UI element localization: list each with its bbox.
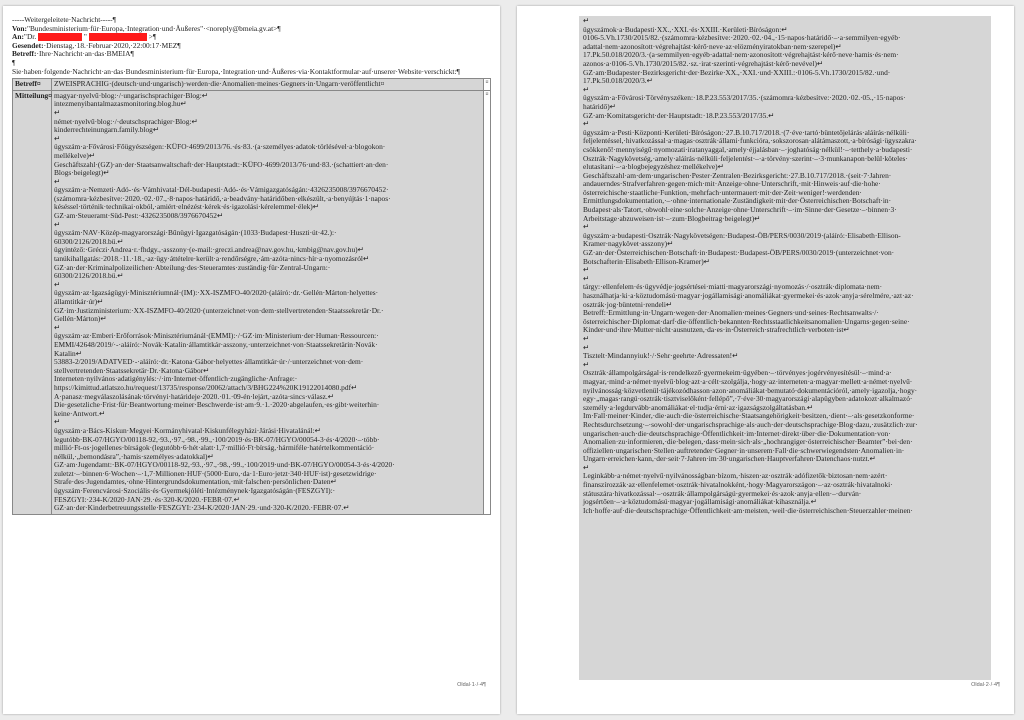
text-line: ügyszám·a·Fővárosi·Főügyészségen:·KÜFO·4699/2013/76.·és·83.·(a·személyes·adatok·törlésével·a·blogokon· [54, 142, 386, 152]
text-line: ungarischen·auch·die·deutschsprachige·Öffentlichkeit·im·Internet·direkt·über·die·Dokumentation·von· [583, 428, 891, 438]
text-line: ↵ [583, 84, 590, 94]
to-value-quote: " [83, 32, 87, 42]
text-line: Ich·hoffe·auf·die·deutschsprachige·Öffentlichkeit·am·meisten,·weil·die·österreichischen·Steuerzahler·meinen· [583, 505, 913, 515]
text-line: Gellén·Márton)↵ [54, 314, 107, 324]
subject-value: ·Ihre·Nachricht·an·das·BMEIA¶ [36, 49, 134, 59]
text-line: 60300/2126/2018.bü.↵ [54, 271, 124, 281]
text-line: Geschäftszahl·am·dem·ungarischen·Pester·Zentralen·Bezirksgericht:·27.B.10.717/2018.·(seit·7·Jahren· [583, 170, 892, 180]
text-line: andauerndes·Strafverfahren·gegen·mich·mit·Anzeige·ohne·Unterschrift,·mit·Hinweis·auf·die·hohe· [583, 179, 881, 189]
text-line: adattal·nem·azonosított·végrehajtást·kérő·neve·az·elözményiratokban·nem·szerepel)↵ [583, 41, 842, 51]
text-line: ↵ [583, 342, 590, 352]
text-line: magyar·nyelvű·blog:·/·ungarischsprachiger·Blog:↵ [54, 90, 208, 100]
text-line: státuszára·hivatkozással·–·osztrák·állampolgárságú·gyermekei·és·azok·anyja·ellen·–·durván· [583, 488, 862, 498]
text-line: ügyintéző:·Gréczi·Andrea·r.·fhdgy.,·asszony·(e-mail:·greczi.andrea@nav.gov.hu,·kmbig@nav.gov.hu)↵ [54, 245, 364, 255]
text-line: nyilvánosság·közvetlenül·tájékozódhasson·azon·anomáliákat·bemutató·dokumentációról,·amely·igazolja,·hogy· [583, 385, 918, 395]
betreff-label-cell: Betreff¤ [13, 79, 52, 91]
text-line: Rechtsdurchsetzung·–·sowohl·der·ungarischsprachige·als·auch·der·deutschsprachige·Blog·dazu,·zusätzlich·zur· [583, 419, 918, 429]
text-line: ↵ [54, 133, 61, 143]
text-line: GZ·an·der·Österreichischen·Botschaft·in·Budapest:·Budapest-ÖB/PERS/0030/2019·(unterzeichnet·von· [583, 248, 895, 258]
text-line: 53883-2/2019/ADATVED·-·aláíró:·dr.·Katona·Gábor·helyettes·államtitkár·úr·/·unterzeichnet·von·dem· [54, 357, 364, 367]
text-line: (számomra·kézbesítve:·2020.·02.·07.,·8·napos·határidő,·a·beadvány·határidőben·elkészült,·a·benyújtás·1·napos· [54, 193, 391, 203]
betreff-value-cell: ZWEISPRACHIG·(deutsch·und·ungarisch)·werden·die·Anomalien·meines·Gegners·in·Ungarn·veröffentlicht¤ [52, 79, 484, 91]
text-line: ↵ [583, 359, 590, 369]
text-line: 60300/2126/2018.bü.↵ [54, 236, 124, 246]
message-table [12, 78, 491, 515]
text-line: ↵ [54, 417, 61, 427]
text-line: Ermittlungsdokumentation,·–·ohne·internationale·Zuständigkeit·mit·der·Österreichischen·Botschaft·in· [583, 196, 892, 206]
text-line: Im·Fall·meiner·Kinder,·die·auch·die·österreichische·Staatsangehörigkeit·besitzen,·dient·–·als·gesetzkonforme· [583, 411, 915, 421]
text-line: Botschafterin·Elisabeth·Ellison-Kramer)↵ [583, 256, 710, 266]
text-line: ügyszám·NAV·Közép-magyarországi·Bűnügyi·Igazgatóságán·(1033·Budapest·Huszti·út·42.):· [54, 228, 337, 238]
text-line: GZ·am·Jugendamt:·BK-07/HGYO/00118-92,·93.,·97.,·98.,·99.,·100/2019·und·BK-07/HGYO/00054-3·és·4/2020· [54, 460, 395, 470]
subject-line [12, 50, 491, 59]
text-line: https://kimittud.atlatszo.hu/request/13735/response/20062/attach/3/BHG224%20K19122014080.pdf↵ [54, 382, 358, 392]
text-line: GZ·an·der·Kinderbetreuungsstelle·FESZGYI:·234-K/2020·JAN·29.·und·320-K/2020.·FEBR·07.↵ [54, 503, 350, 513]
text-line: zuletzt·–·binnen·6·Wochen·–·1,7·Millionen·HUF·(5000·Euro,·da·1·Euro·jetzt·340·HUF·ist)·gesetzwidrige· [54, 468, 377, 478]
text-line: offiziellen·ungarischen·Stellen·auftretender·Gegner·in·unserem·Fall·die·schwerwiegendsten·Anomalien·in· [583, 445, 905, 455]
text-line: azonos·a·0106-5.Vh.1730/2015/82.·sz.·irat·szerinti·végrehajtást·kérő·nevével)↵ [583, 58, 824, 68]
text-line: ↵ [54, 176, 61, 186]
text-line: Kramer·nagykövet·asszony)↵ [583, 239, 674, 249]
text-line: magyar,·mind·a·német·nyelvű·blog·azt·a·célt·szolgálja,·hogy·az·interneten·a·magyar·mellett·a·német·nyelvű· [583, 376, 913, 386]
text-line: finanszírozzák·az·ellenfelemet·osztrák·hivatalnokként,·hogy·Magyarországon·–·az·osztrák·hivatalnoki· [583, 480, 893, 490]
text-line: személy·a·legdurvább·anomáliákat·el·tudja·érni·az·igazságszolgáltatásban.↵ [583, 402, 814, 412]
text-line: keine·Antwort.↵ [54, 408, 106, 418]
text-line: késéssel·történik·technikai·okból,·amiért·elnézést·kérek·és·igazolási·kérelemmel·élek)↵ [54, 202, 319, 212]
text-line: ↵ [583, 222, 590, 232]
text-line: ügyszám·az·Igazságügyi·Minisztériumnál·(IM):·XX-ISZMFO-40/2020·(aláíró:·dr.·Gellén·Márton·helyettes· [54, 288, 379, 298]
text-line: kinderrechteinungarn.family.blog↵ [54, 125, 160, 135]
text-line: österreichischer·Diplomat·darf·die·öffentlich·bekannten·Rechtsstaatlichkeitsanomalien·Ungarns·gegen·seine· [583, 316, 910, 326]
mitteilung-label-cell: Mitteilung¤ [13, 90, 52, 514]
text-line: GZ·am·Budapester·Bezirksgericht·der·Bezirke·XX.,·XXI.·und·XXIII.:·0106-5.Vh.1730/2015/82.·und· [583, 67, 891, 77]
to-value-suffix: >¶ [148, 32, 157, 42]
text-line: mellékelve)↵ [54, 150, 96, 160]
text-line: feljelentéssel,·hivatkozással·a·magas·osztrák·állami·funkcióra,·sokszorosan·alátámaszott,·a·bírósági·ügyszakra· [583, 136, 917, 146]
text-line: Budapest·als·Tatort,·obwohl·eine·solche·Anzeige·ohne·Unterschrift·–·im·Sinne·der·Gesetze·–·binnen·3· [583, 205, 897, 215]
text-line: GZ·im·Justizministerium:·XX-ISZMFO-40/2020·(unterzeichnet·von·dem·stellvertretenden·Staatssekretär·Dr.· [54, 305, 384, 315]
text-line: csökkenő!·mennyiségű·nyomozati·iratanyaggal,·amely·éjjalásban·–·joghatóság·nélkül!·–·tetthely·a·budapesti· [583, 144, 913, 154]
text-line: német·nyelvű·blog:·/·deutschsprachiger·Blog:↵ [54, 116, 198, 126]
from-label: Von: [12, 23, 27, 33]
message-lines [54, 92, 481, 513]
text-line: 0106-5.Vh.1730/2015/82.·(számomra·kézbesítve:·2020.·02.·04.,·15·napos·határidő·–·a·semmilyen·egyéb· [583, 33, 901, 43]
page-number: Oldal·2·/·4¶ [971, 682, 1000, 688]
text-line: 17.Pk.50.018/2020/3.·(a·semmilyen·egyéb·adattal·nem·azonosított·végrehajtást·kérő·neve·hamis·és·nem· [583, 50, 899, 60]
text-line: intezmenyibantalmazasmonitoring.blog.hu↵ [54, 99, 187, 109]
text-line: ügyszám·a·budapesti·Osztrák·Nagykövetségen:·Budapest-ÖB/PERS/0030/2019·(aláíró:·Elisabeth·Ellison- [583, 230, 901, 240]
text-line: millió·Ft-os·jogellenes·bírságok·(legutóbb·6·hét·alatt·1,7·millió·Ft·bírság,·hármiféle·hatértelkommentáció· [54, 443, 375, 453]
text-line: jogsértően·–·a·köztudomású·magyar·jogállamisági·anomáliákat·kihasználja.↵ [583, 497, 817, 507]
text-line: Geschäftszahl·(GZ)·an·der·Staatsanwaltschaft·der·Hauptstadt:·KÜFO·4699/2013/76·und·83.·(schattiert·an·den· [54, 159, 389, 169]
text-line: egy·„magas·rangú·osztrák·tisztviselőként·fellépő”,·7·éve·30·magyarországi·alapügyben·adatokozt·alkalmazó· [583, 394, 913, 404]
cell-end-mark: ¤ [484, 90, 491, 514]
text-line: ↵ [583, 333, 590, 343]
table-row-message [13, 90, 491, 514]
to-label: An: [12, 32, 24, 42]
text-line: GZ·am·Steueramt·Süd-Pest:·4326235008/3976670452↵ [54, 211, 224, 221]
blank-paragraph: ¶ [12, 57, 16, 67]
text-line: Strafe·des·Jugendamtes,·ohne·Hintergrundsdokumentation,·mit·falschen·persönlichen·Daten↵ [54, 477, 337, 487]
from-value: "Bundesministerium·für·Europa,·Integration·und·Äußeres"·<noreply@bmeia.gv.at>¶ [26, 23, 281, 33]
text-line: osztrák·jog·büntetni·rendeli↵ [583, 299, 673, 309]
text-line: ↵ [583, 265, 590, 275]
text-line: GZ·am·Komitatsgericht·der·Hauptstadt:·18.P.23.553/2017/35.↵ [583, 110, 775, 120]
text-line: ↵ [583, 462, 590, 472]
text-line: Blogs·beigelegt)↵ [54, 168, 110, 178]
table-row-subject [13, 79, 491, 91]
text-line: FESZGYI:·234-K/2020·JAN·29.·és·320-K/2020.·FEBR·07.↵ [54, 494, 240, 504]
text-line: ügyszám·a·Bács-Kiskun·Megyei·Kormányhivatal·Kiskunfélegyházi·Járási·Hivatalánál:↵ [54, 425, 321, 435]
page-1-content [12, 16, 491, 515]
text-line: államtitkár·úr)↵ [54, 297, 104, 306]
page-2-content [579, 16, 991, 680]
text-line: Osztrák·állampolgárságal·is·rendelkező·gyermekeim·ügyében·–·törvényes·jogérvényesítésül·–·mind·a· [583, 368, 892, 378]
sent-label: Gesendet: [12, 40, 44, 50]
text-line: ügyszám·a·Fővárosi·Törvényszéken:·18.P.23.553/2017/35.·(számomra·kézbesítve:·2020.·02.·05.,·15·napos· [583, 93, 906, 103]
text-line: Die·gesetzliche·Frist·für·Beantwortung·meiner·Beschwerde·ist·am·9.·1.·2020·abgelaufen,·es·gibt·weiterhin· [54, 400, 380, 410]
text-line: ügyszám·a·Pesti·Központi·Kerületi·Bíróságon:·27.B.10.717/2018.·(7·éve·tartó·büntetőjelárás·aláírás·nélküli· [583, 127, 910, 137]
text-line: Betreff:·Ermittlung·in·Ungarn·wegen·der·Anomalien·meines·Gegners·und·seines·Rechtsanwalts·/· [583, 308, 879, 318]
text-line: ügyszámok·a·Budapesti·XX.,·XXI.·és·XXIII.·Kerületi·Bíróságon:↵ [583, 24, 788, 34]
page-number: Oldal·1·/·4¶ [457, 682, 486, 688]
document-page-2 [517, 6, 1014, 714]
mitteilung-body-cell [52, 90, 484, 514]
text-line: ↵ [583, 119, 590, 129]
document-page-1 [3, 6, 500, 714]
text-line: österreichische·staatliche·Funktion,·mehrfach·untermauert·mit·der·Zeit·weniger!·werdenden· [583, 187, 862, 197]
text-line: tanúkihallgatás:·2018.·11.·18.,·az·ügy·áttételre·került·a·rendőrségre,·ám·azóta·nincs·hír·a·nyomozásról↵ [54, 254, 370, 264]
intro-paragraph: Sie·haben·folgende·Nachricht·an·das·Bundesministerium·für·Europa,·Integration·und·Äußeres·via·Kontaktformular·auf·unserer·Website·verschickt:¶ [12, 66, 460, 76]
subject-label: Betreff: [12, 49, 37, 59]
cell-end-mark: ¤ [484, 79, 491, 91]
text-line: ügyszám·a·Nemzeti·Adó-·és·Vámhivatal·Dél-budapesti·Adó-·és·Vámigazgatóságán:·4326235008/3976670452· [54, 185, 389, 195]
text-line: stellvertretenden·Staatssekretär·Dr.·Katona·Gábor↵ [54, 365, 210, 375]
text-line: használhatja·ki·a·köztudomású·magyar·jogállamisági·anomáliákat·gyermekei·és·azok·anyja·sérelmére,·azt·az· [583, 291, 914, 300]
to-value-prefix: "Dr. [23, 32, 37, 42]
text-line: határidő)↵ [583, 101, 616, 111]
text-line: ↵ [583, 16, 590, 25]
text-line: elutasítani·–·a·blogbejegyzéshez·mellékelve)↵ [583, 162, 724, 172]
forwarded-marker: -----Weitergeleitete·Nachricht-----¶ [12, 15, 116, 24]
text-line: ↵ [54, 107, 61, 117]
text-line: 17.Pk.50.018/2020/3.↵ [583, 76, 653, 86]
text-line: ↵ [583, 273, 590, 283]
text-line: Osztrák·Nagykövetség,·amely·aláírás·nélküli·feljelentést·–·a·törvény·szerint·–·3·munkanapon·belül·köteles· [583, 153, 908, 163]
text-line: Tisztelt·Mindannyiuk!·/·Sehr·geehrte·Adressaten!↵ [583, 351, 739, 361]
text-line: ↵ [54, 219, 61, 229]
text-line: Leginkább·a·német·nyelvű·nyilvánosságban·bízom,·hiszen·az·osztrák·adófizetők·biztosan·nem·azért· [583, 471, 888, 481]
text-line: ↵ [54, 279, 61, 289]
text-line: ügyszám·az·Emberi·Erőforrások·Minisztériumánál·(EMMI):·/·GZ·im·Ministerium·der·Human·Ressourcen:· [54, 331, 379, 341]
text-line: A·panasz·megválaszolásának·törvényi·határideje·2020.·01.·09-én·lejárt,·azóta·sincs·válasz.↵ [54, 391, 334, 401]
text-line: Arbeitstage·abzuweisen·ist·–·zum·Blogbeitrag·beigelegt)↵ [583, 213, 761, 223]
text-line: ügyszám·Ferencvárosi·Szociális·és·Gyermekjóléti·Intézménynek·Igazgatóságán·(FESZGYI):· [54, 486, 336, 496]
text-line: ↵ [54, 322, 61, 332]
text-line: Kinder·und·ihre·Mutter·nicht·ausnutzen,·da·es·in·Österreich·strafrechtlich·verboten·ist↵ [583, 325, 850, 335]
text-line: nélkül,·„bemondásra”,·hamis·személyes·adatokkal)↵ [54, 451, 214, 461]
text-line: tárgy:·ellenfelem·és·ügyvédje·jogsértései·miatti·magyarországi·nyomozás·/·osztrák·diplomata·nem· [583, 282, 883, 292]
text-line: legutóbb·BK-07/HGYO/00118-92,·93.,·97.,·98.,·99.,·100/2019·és·BK-07/HGYO/00054-3·és·4/2020·–·több· [54, 434, 380, 444]
text-line: Katalin↵ [54, 348, 82, 358]
text-line: EMMI/42648/2019/·-·aláíró:·Novák·Katalin·államtitkár·asszony,·unterzeichnet·von·Staatssekretärin·Novák· [54, 339, 378, 349]
text-line: Interneten·nyilvános·adatigénylés:·/·im·Internet·öffentlich·zugängliche·Anfrage:· [54, 374, 298, 384]
sent-value: ·Dienstag,·18.·Februar·2020,·22:00:17·MEZ¶ [43, 40, 181, 50]
text-line: Ungarn·erreichen·kann,·der·seit·7·Jahren·im·30·ungarischen·Hauptverfahren·Datenchaos·nutzt.↵ [583, 454, 876, 464]
text-line: GZ·an·der·Kriminalpolizeilichen·Abteilung·des·Steueramtes·zuständig·für·Zentral-Ungarn:· [54, 262, 331, 272]
message-lines [583, 17, 987, 515]
text-line: Anomalien·zu·informieren,·die·belegen,·dass·mein·sich·als·„hochrangiger·österreichischer·Beamter”·bei·den· [583, 437, 913, 447]
